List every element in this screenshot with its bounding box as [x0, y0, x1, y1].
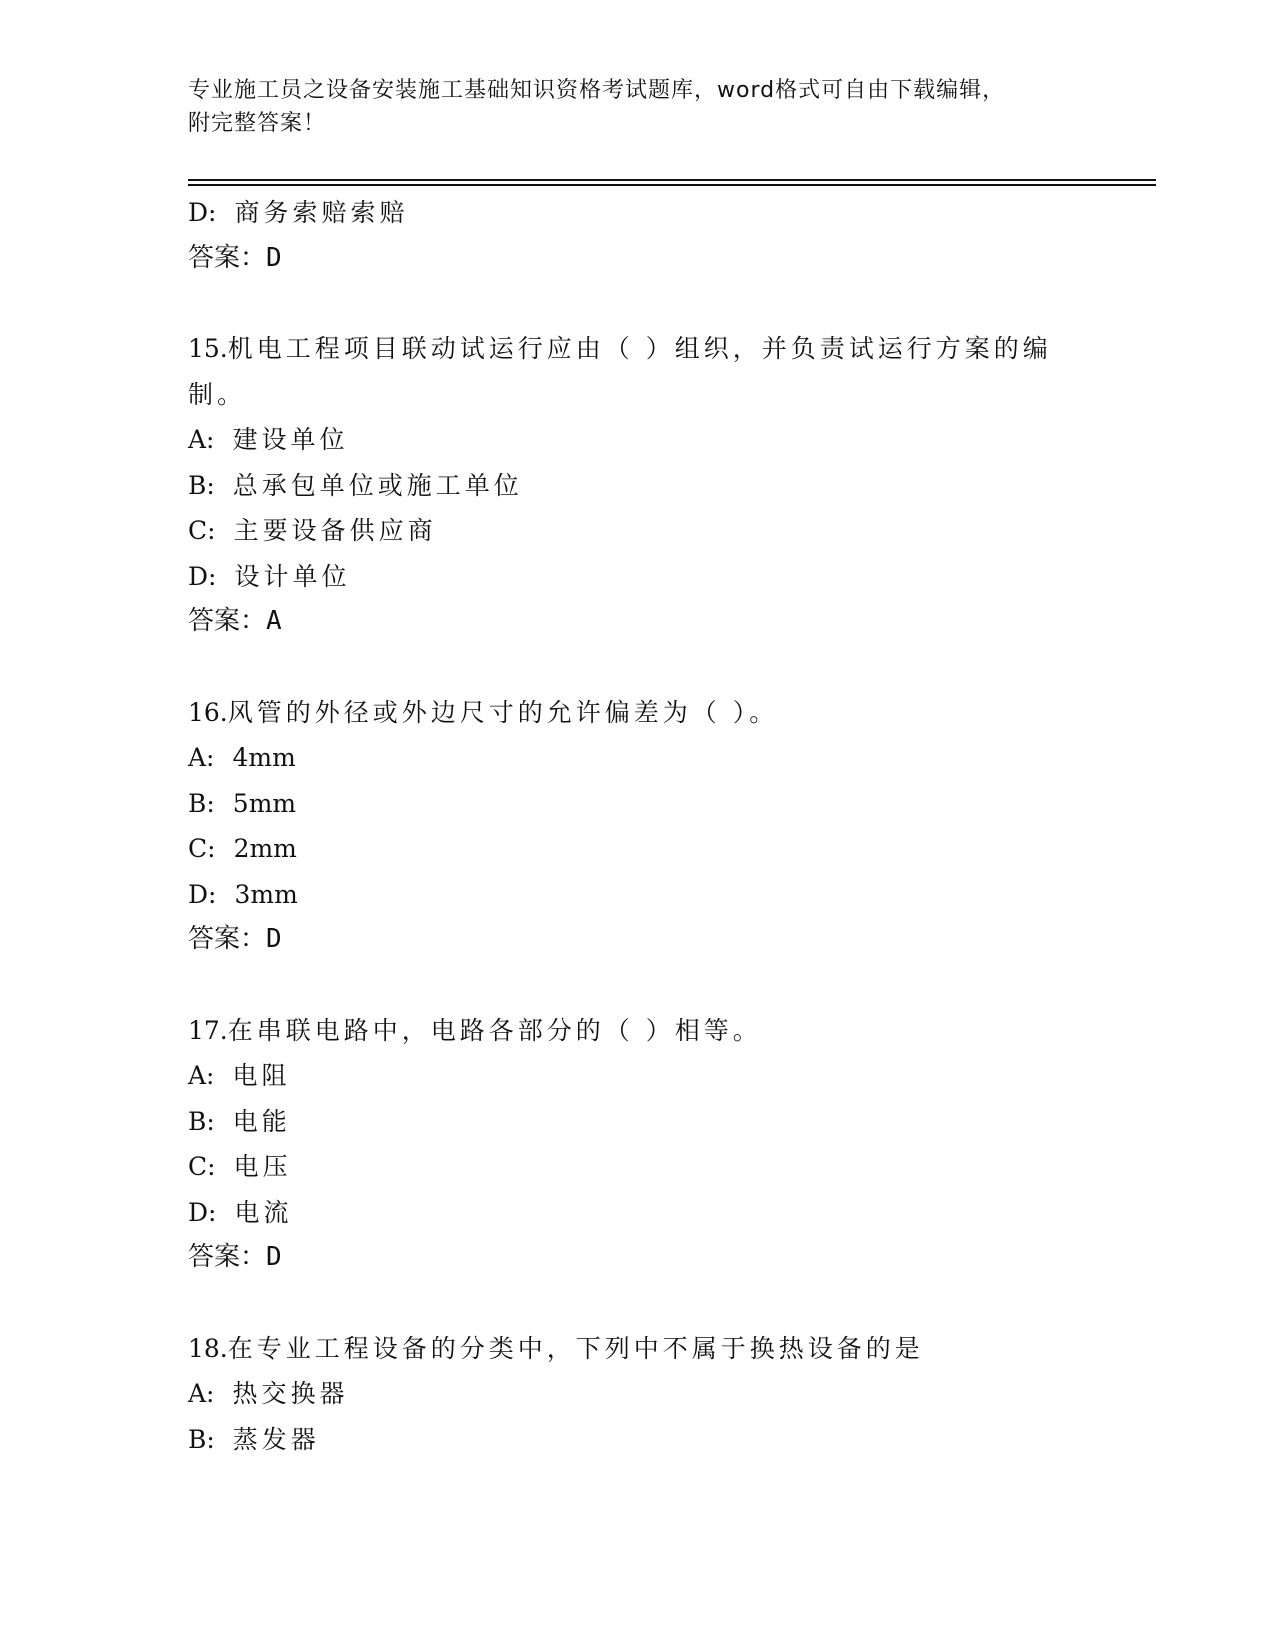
question-number: 16.	[188, 697, 228, 727]
question-17-option-b	[188, 1099, 1088, 1145]
answer-value: D	[266, 924, 282, 954]
question-17-option-c	[188, 1144, 1088, 1190]
question-17-answer	[188, 1235, 1088, 1281]
question-15-text	[188, 326, 1068, 417]
answer-value: D	[266, 242, 282, 273]
option-text: 电流	[234, 1197, 293, 1227]
option-text: 建设单位	[232, 425, 349, 454]
header-line-1: 专业施工员之设备安装施工基础知识资格考试题库，word格式可自由下载编辑，	[188, 78, 1006, 103]
question-15-answer	[188, 599, 1088, 645]
option-text: 5mm	[232, 788, 297, 818]
question-stem: 机电工程项目联动试运行应由（ ）组织，并负责试运行方案的编制。	[188, 334, 1052, 409]
answer-value: A	[266, 606, 282, 636]
option-text: 2mm	[233, 834, 297, 863]
option-text: 商务索赔索赔	[234, 198, 409, 227]
carryover-option-d	[188, 190, 1088, 236]
question-16-option-c	[188, 826, 1088, 872]
option-label: A:	[188, 743, 215, 772]
option-label: B:	[188, 788, 215, 818]
question-15-option-b	[188, 463, 1088, 509]
question-16-option-a	[188, 735, 1088, 781]
option-label: C:	[188, 1152, 216, 1181]
option-text: 电阻	[232, 1061, 291, 1090]
answer-label: 答案：	[188, 242, 267, 273]
option-label: A:	[188, 1379, 215, 1408]
option-label: D:	[188, 879, 217, 909]
question-number: 15.	[188, 334, 228, 363]
option-label: B:	[188, 1424, 215, 1454]
question-15-option-c	[188, 508, 1088, 554]
option-text: 蒸发器	[232, 1424, 320, 1454]
answer-label: 答案：	[188, 1242, 267, 1272]
header-divider-bottom	[188, 184, 1156, 186]
question-16-option-b	[188, 781, 1088, 827]
question-number: 18.	[188, 1333, 228, 1363]
question-17-option-d	[188, 1190, 1088, 1236]
option-label: B:	[188, 1106, 215, 1136]
option-text: 设计单位	[234, 561, 351, 591]
header-line-2: 附完整答案！	[188, 111, 327, 136]
question-16-option-d	[188, 872, 1088, 918]
option-label: A:	[188, 1061, 215, 1090]
answer-value: D	[266, 1242, 282, 1272]
question-18-option-b	[188, 1417, 1088, 1463]
question-17-option-a	[188, 1053, 1088, 1099]
option-label: D:	[188, 561, 217, 591]
question-stem: 在串联电路中，电路各部分的（ ）相等。	[227, 1015, 762, 1045]
option-text: 主要设备供应商	[233, 516, 437, 545]
option-label: A:	[188, 425, 215, 454]
answer-label: 答案：	[188, 606, 267, 636]
option-label: C:	[188, 516, 216, 545]
option-text: 4mm	[232, 743, 296, 772]
carryover-answer	[188, 236, 1088, 282]
option-label: D:	[188, 1197, 217, 1227]
question-stem: 在专业工程设备的分类中，下列中不属于换热设备的是	[227, 1333, 924, 1363]
option-text: 总承包单位或施工单位	[232, 470, 523, 500]
question-16-text	[188, 690, 1068, 736]
document-header	[188, 74, 1088, 140]
option-label: B:	[188, 470, 215, 500]
question-17-text	[188, 1008, 1068, 1054]
question-16-answer	[188, 917, 1088, 963]
question-list	[188, 190, 1088, 1462]
answer-label: 答案：	[188, 924, 267, 954]
header-divider-top	[188, 179, 1156, 181]
question-number: 17.	[188, 1015, 228, 1045]
option-label: C:	[188, 834, 216, 863]
option-text: 电能	[232, 1106, 291, 1136]
question-15-option-d	[188, 554, 1088, 600]
question-stem: 风管的外径或外边尺寸的允许偏差为（ ）。	[227, 697, 779, 727]
option-text: 电压	[233, 1152, 292, 1181]
question-15-option-a	[188, 417, 1088, 463]
option-label: D:	[188, 198, 217, 227]
question-18-text	[188, 1326, 1068, 1372]
option-text: 热交换器	[232, 1379, 349, 1408]
option-text: 3mm	[234, 879, 298, 909]
question-18-option-a	[188, 1371, 1088, 1417]
